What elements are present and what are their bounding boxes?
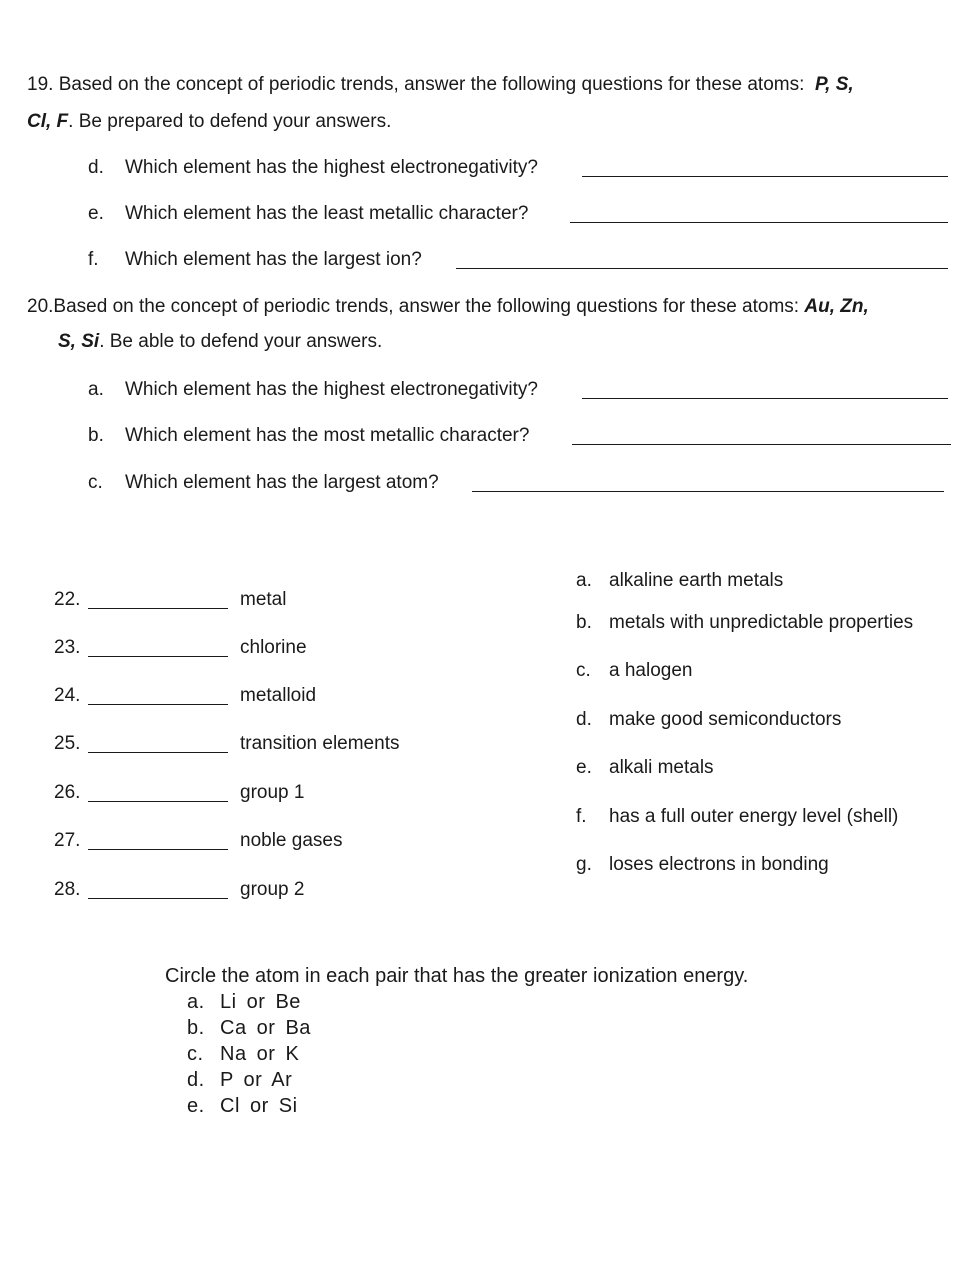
match-number: 24.	[54, 685, 81, 706]
q19-answer-line-d[interactable]	[582, 176, 948, 177]
pair-letter: b.	[187, 1017, 205, 1039]
match-answer-line[interactable]	[88, 898, 228, 899]
match-number: 25.	[54, 733, 81, 754]
match-answer-line[interactable]	[88, 656, 228, 657]
q19-item-text: Which element has the highest electronegativity?	[125, 157, 538, 178]
choice-letter: e.	[576, 757, 592, 778]
q20-item-text: Which element has the most metallic character?	[125, 425, 530, 446]
q19-tail: . Be prepared to defend your answers.	[68, 111, 392, 132]
match-term: group 1	[240, 782, 305, 803]
pair-letter: a.	[187, 991, 205, 1013]
match-term: metal	[240, 589, 287, 610]
match-number: 23.	[54, 637, 81, 658]
q19-item-letter: e.	[88, 203, 104, 224]
match-answer-line[interactable]	[88, 849, 228, 850]
q19-item-text: Which element has the least metallic character?	[125, 203, 529, 224]
pair-text[interactable]: Cl or Si	[220, 1095, 298, 1117]
q20-item-letter: a.	[88, 379, 104, 400]
choice-text: make good semiconductors	[609, 709, 842, 730]
choice-letter: c.	[576, 660, 591, 681]
choice-letter: f.	[576, 806, 587, 827]
choice-text: alkali metals	[609, 757, 714, 778]
choice-text: has a full outer energy level (shell)	[609, 806, 899, 827]
q20-item-b	[88, 425, 948, 449]
q20-line2	[58, 331, 382, 353]
choice-text: metals with unpredictable properties	[609, 612, 914, 633]
match-term: group 2	[240, 879, 305, 900]
q19-number: 19.	[27, 74, 54, 95]
match-term: noble gases	[240, 830, 343, 851]
q19-item-text: Which element has the largest ion?	[125, 249, 422, 270]
q19-item-f	[88, 249, 948, 273]
choice-text: alkaline earth metals	[609, 570, 784, 591]
pair-text[interactable]: Ca or Ba	[220, 1017, 311, 1039]
q19-answer-line-e[interactable]	[570, 222, 948, 223]
match-number: 27.	[54, 830, 81, 851]
q20-item-a	[88, 379, 948, 403]
choice-letter: g.	[576, 854, 592, 875]
q20-answer-line-a[interactable]	[582, 398, 948, 399]
q19-item-d	[88, 157, 948, 181]
q20-item-text: Which element has the highest electronegativity?	[125, 379, 538, 400]
match-term: transition elements	[240, 733, 400, 754]
ionization-instruction: Circle the atom in each pair that has the greater ionization energy.	[165, 965, 749, 987]
q19-answer-line-f[interactable]	[456, 268, 948, 269]
q20-atoms-a: Au, Zn,	[804, 296, 869, 317]
match-answer-line[interactable]	[88, 704, 228, 705]
q20-answer-line-c[interactable]	[472, 491, 944, 492]
match-term: chlorine	[240, 637, 307, 658]
match-number: 26.	[54, 782, 81, 803]
q20-item-letter: b.	[88, 425, 104, 446]
q19-line2	[27, 111, 391, 133]
q19-item-e	[88, 203, 948, 227]
q19-intro: Based on the concept of periodic trends, answer the following questions for these atoms:	[58, 74, 805, 95]
q20-line1	[27, 296, 869, 318]
match-answer-line[interactable]	[88, 801, 228, 802]
q20-answer-line-b[interactable]	[572, 444, 951, 445]
q20-item-text: Which element has the largest atom?	[125, 472, 439, 493]
pair-text[interactable]: Na or K	[220, 1043, 300, 1065]
q19-item-letter: d.	[88, 157, 104, 178]
pair-letter: d.	[187, 1069, 205, 1091]
q20-intro: Based on the concept of periodic trends, answer the following questions for these atoms:	[53, 296, 800, 317]
q20-number: 20.	[27, 296, 54, 317]
match-answer-line[interactable]	[88, 752, 228, 753]
match-number: 22.	[54, 589, 81, 610]
q19-item-letter: f.	[88, 249, 99, 270]
match-term: metalloid	[240, 685, 317, 706]
match-answer-line[interactable]	[88, 608, 228, 609]
pair-text[interactable]: Li or Be	[220, 991, 301, 1013]
q20-item-letter: c.	[88, 472, 103, 493]
q20-atoms-b: S, Si	[58, 331, 100, 352]
q19-atoms-b: Cl, F	[27, 111, 69, 132]
choice-text: loses electrons in bonding	[609, 854, 829, 875]
pair-letter: e.	[187, 1095, 205, 1117]
q19-atoms-a: P, S,	[814, 74, 854, 95]
q20-item-c	[88, 472, 948, 496]
choice-letter: b.	[576, 612, 592, 633]
choice-text: a halogen	[609, 660, 693, 681]
choice-letter: d.	[576, 709, 592, 730]
match-number: 28.	[54, 879, 81, 900]
q19-line1	[27, 74, 854, 96]
choice-letter: a.	[576, 570, 592, 591]
pair-letter: c.	[187, 1043, 204, 1065]
pair-text[interactable]: P or Ar	[220, 1069, 293, 1091]
q20-tail: . Be able to defend your answers.	[99, 331, 383, 352]
